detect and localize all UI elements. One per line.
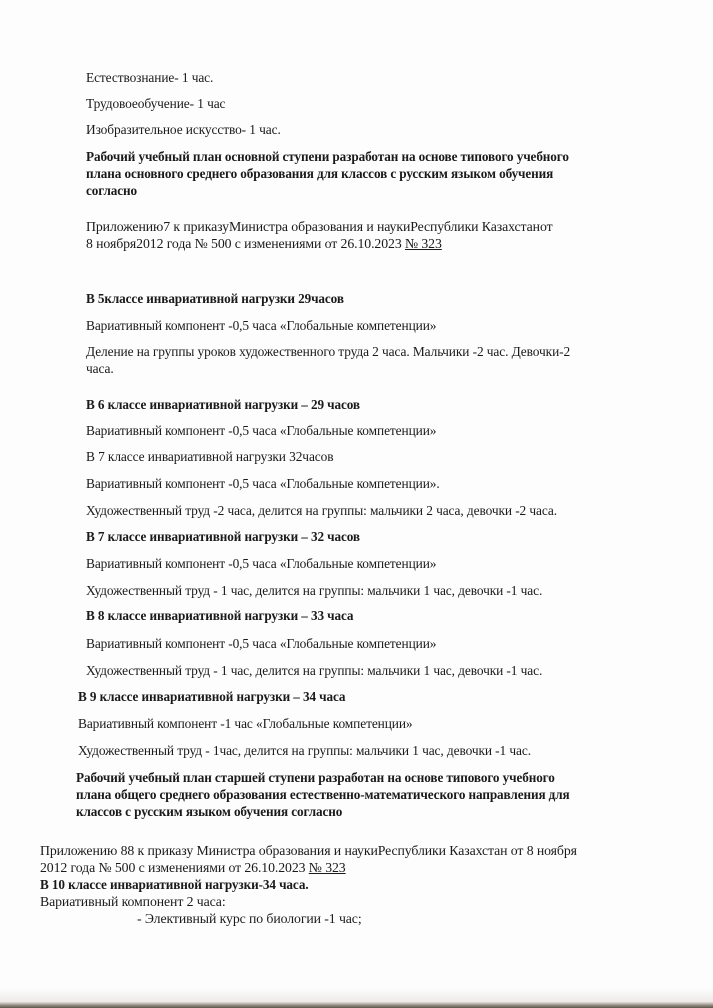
grade-6-heading: В 6 классе инвариативной нагрузки – 29 часов <box>86 397 360 412</box>
grade-6-variative-2: Вариативный компонент -0,5 часа «Глобальные компетенции». <box>86 476 440 491</box>
scan-shadow <box>0 988 713 1002</box>
basic-stage-reference-text: 8 ноября2012 года № 500 с изменениями от 26.10.2023 <box>86 236 405 251</box>
grade-5-variative: Вариативный компонент -0,5 часа «Глобальные компетенции» <box>86 318 437 333</box>
subject-fine-arts: Изобразительное искусство- 1 час. <box>86 122 281 137</box>
subject-labor-training: Трудовоеобучение- 1 час <box>86 96 226 111</box>
order-number-link[interactable]: № 323 <box>404 236 442 251</box>
grade-7-variative: Вариативный компонент -0,5 часа «Глобальные компетенции» <box>86 556 437 571</box>
grade-9-art-labor: Художественный труд - 1час, делится на группы: мальчики 1 час, девочки -1 час. <box>78 743 531 758</box>
senior-stage-heading-line-3: классов с русским языком обучения согласно <box>76 804 343 819</box>
basic-stage-heading-line-3: согласно <box>86 183 138 198</box>
grade-7-art-labor: Художественный труд - 1 час, делится на группы: мальчики 1 час, девочки -1 час. <box>86 583 543 598</box>
grade-9-heading: В 9 классе инвариативной нагрузки – 34 часа <box>78 689 346 704</box>
subject-natural-science: Естествознание- 1 час. <box>86 70 214 85</box>
grade-8-heading: В 8 классе инвариативной нагрузки – 33 часа <box>86 608 354 623</box>
grade-10-heading: В 10 классе инвариативной нагрузки-34 часа. <box>40 877 309 892</box>
basic-stage-reference-line-2 <box>86 236 442 252</box>
grade-5-division-line-1: Деление на группы уроков художественного труда 2 часа. Мальчики -2 час. Девочки-2 <box>86 344 571 359</box>
senior-order-number-link[interactable]: № 323 <box>308 860 346 875</box>
grade-5-division-line-2: часа. <box>86 361 114 376</box>
grade-8-art-labor: Художественный труд - 1 час, делится на группы: мальчики 1 час, девочки -1 час. <box>86 663 543 678</box>
senior-stage-reference-line-1: Приложению 88 к приказу Министра образования и наукиРеспублики Казахстан от 8 ноября <box>40 843 577 858</box>
grade-10-variative: Вариативный компонент 2 часа: <box>40 894 226 909</box>
grade-7-load-note: В 7 классе инвариативной нагрузки 32часов <box>86 449 334 464</box>
senior-stage-reference-text: 2012 года № 500 с изменениями от 26.10.2023 <box>40 860 309 875</box>
grade-6-art-labor: Художественный труд -2 часа, делится на группы: мальчики 2 часа, девочки -2 часа. <box>86 503 557 518</box>
basic-stage-reference-line-1: Приложению7 к приказуМинистра образования и наукиРеспублики Казахстанот <box>86 219 553 234</box>
grade-5-heading: В 5классе инвариативной нагрузки 29часов <box>86 291 344 306</box>
grade-6-variative: Вариативный компонент -0,5 часа «Глобальные компетенции» <box>86 423 437 438</box>
senior-stage-heading-line-1: Рабочий учебный план старшей ступени разработан на основе типового учебного <box>76 770 555 785</box>
basic-stage-heading-line-1: Рабочий учебный план основной ступени разработан на основе типового учебного <box>86 149 569 164</box>
grade-7-heading: В 7 классе инвариативной нагрузки – 32 часов <box>86 529 360 544</box>
scan-bottom-edge <box>0 1002 713 1008</box>
senior-stage-heading-line-2: плана общего среднего образования естественно-математического направления для <box>76 787 570 802</box>
grade-8-variative: Вариативный компонент -0,5 часа «Глобальные компетенции» <box>86 636 437 651</box>
grade-9-variative: Вариативный компонент -1 час «Глобальные компетенции» <box>78 716 413 731</box>
basic-stage-heading-line-2: плана основного среднего образования для классов с русским языком обучения <box>86 166 554 181</box>
senior-stage-reference-line-2 <box>40 860 346 876</box>
grade-10-elective-biology: - Элективный курс по биологии -1 час; <box>137 911 362 926</box>
